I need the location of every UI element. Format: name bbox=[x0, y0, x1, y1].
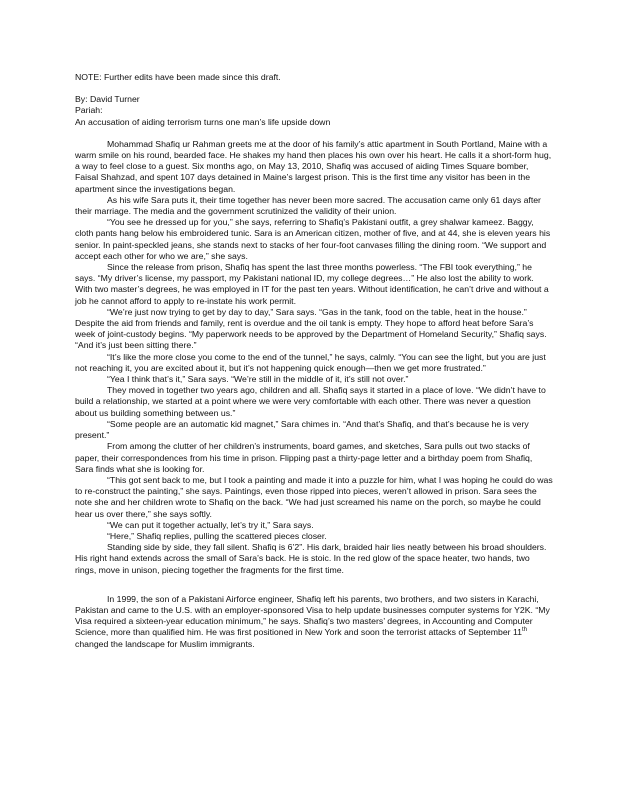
document-content bbox=[75, 72, 553, 650]
paragraph: Since the release from prison, Shafiq has spent the last three months powerless. “The FBI took everything,” he says. “My driver’s license, my passport, my Pakistani national ID, my college degrees…” He also lost the ability to work. With two master’s degrees, he was employed in IT for the past ten years. Without identification, he can’t drive and without a job he cannot afford to apply to re-instate his work permit. bbox=[75, 262, 549, 306]
paragraph: As his wife Sara puts it, their time together has never been more sacred. The accusation came only 61 days after their marriage. The media and the government scrutinized the validity of their union. bbox=[75, 194, 541, 217]
ordinal-suffix: th bbox=[522, 627, 528, 634]
paragraph-final bbox=[75, 594, 553, 650]
paragraph: “It’s like the more close you come to the end of the tunnel,” he says, calmly. “You can see the light, but you are just not reaching it, you are excited about it, but it’s not happening quick enough—then we get more frustrated.” bbox=[75, 351, 546, 373]
paragraph: “We’re just now trying to get by day to day,” Sara says. “Gas in the tank, food on the table, heat in the house.” Despite the aid from friends and family, rent is overdue and the oil tank is empty. They hope to afford heat before Sara’s week of joint-custody begins. “My paperwork needs to be approved by the Department of Homeland Security,” Shafiq says. “And it’s just been sitting there.” bbox=[75, 306, 547, 351]
paragraph: Standing side by side, they fall silent. Shafiq is 6’2”. His dark, braided hair lies neatly between his broad shoulders. His right hand extends across the small of Sara’s back. He is stoic. In the red glow of the space heater, two hands, two rings, move in unison, piecing together the fragments for the first time. bbox=[75, 542, 547, 575]
article-subtitle: An accusation of aiding terrorism turns one man’s life upside down bbox=[75, 116, 331, 127]
byline: By: David Turner bbox=[75, 94, 140, 105]
paragraph: “Here,” Shafiq replies, pulling the scattered pieces closer. bbox=[107, 530, 327, 541]
editor-note: NOTE: Further edits have been made since this draft. bbox=[75, 72, 281, 82]
article-body bbox=[75, 139, 553, 650]
paragraph: “We can put it together actually, let’s try it,” Sara says. bbox=[107, 519, 314, 530]
paragraph: From among the clutter of her children’s instruments, board games, and sketches, Sara pulls out two stacks of paper, their correspondences from his time in prison. Flipping past a thirty-page letter and a birthday poem from Shafiq, Sara finds what she is looking for. bbox=[75, 441, 533, 474]
final-text-before: In 1999, the son of a Pakistani Airforce engineer, Shafiq left his parents, two brothers, and two sisters in Karachi, Pakistan and came to the U.S. with an employer-sponsored Visa to help update businesses computer systems for Y2K. “My Visa required a sixteen-year education minimum,” he says. Shafiq’s two masters’ degrees, in Accounting and Computer Science, more than qualified him. He was first positioned in New York and soon the terrorist attacks of September 11 bbox=[75, 593, 550, 638]
article-title: Pariah: bbox=[75, 105, 103, 116]
paragraph: Mohammad Shafiq ur Rahman greets me at the door of his family’s attic apartment in South Portland, Maine with a warm smile on his round, bearded face. He shakes my hand then places his own over his heart. He calls it a short-form hug, a way to feel close to a guest. Six months ago, on May 13, 2010, Shafiq was accused of aiding Times Square bomber, Faisal Shahzad, and spent 107 days detained in Maine’s largest prison. This is the first time any visitor has been in the apartment since the investigations began. bbox=[75, 138, 552, 194]
paragraph: They moved in together two years ago, children and all. Shafiq says it started in a place of love. “We didn’t have to build a relationship, we started at a point where we were very comfortable with each other. There was never a question about us building something between us.” bbox=[75, 385, 546, 418]
paragraph: “Some people are an automatic kid magnet,” Sara chimes in. “And that’s Shafiq, and that’s because he is very present.” bbox=[75, 418, 529, 441]
paragraph: “This got sent back to me, but I took a painting and made it into a puzzle for him, what I was hoping he could do was to re-construct the painting,” she says. Paintings, even those ripped into pieces, weren’t allowed in prison. Sara sees the note she and her children wrote to Shafiq on the back. “We had just screamed his name on the porch, so maybe he could hear us over there,” she says softly. bbox=[75, 474, 553, 519]
paragraph: “Yea I think that’s it,” Sara says. “We’re still in the middle of it, it’s still not over.” bbox=[107, 374, 409, 385]
paragraph: “You see he dressed up for you,” she says, referring to Shafiq’s Pakistani outfit, a grey shalwar kameez. Baggy, cloth pants hang below his embroidered tunic. Sara is an American citizen, mother of five, and at 44, she is eleven years his senior. In paint-speckled jeans, she stands next to stacks of her four-foot canvases filling the dining room. “We support and accept each other for who we are,” she says. bbox=[75, 217, 551, 261]
final-text-after: changed the landscape for Muslim immigrants. bbox=[75, 638, 255, 649]
